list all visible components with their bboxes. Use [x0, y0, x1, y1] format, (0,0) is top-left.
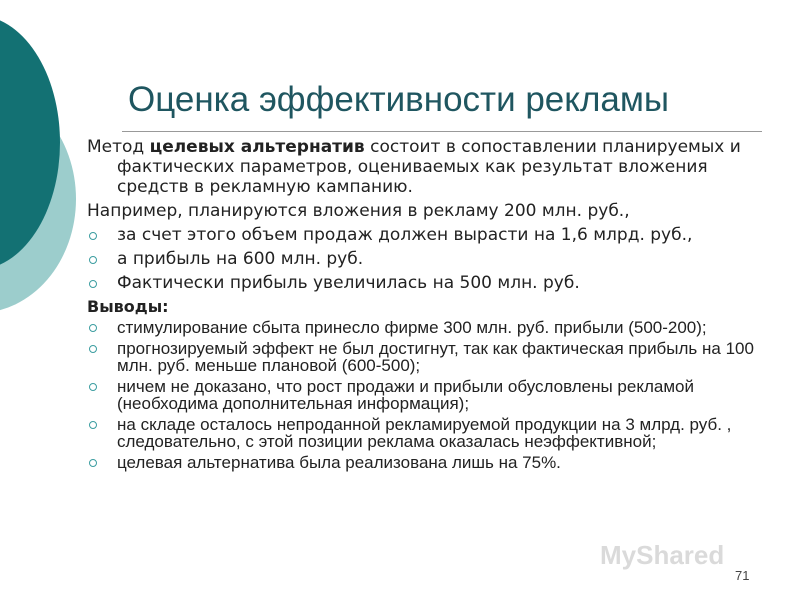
example-bullet-text: за счет этого объем продаж должен вырасти на 1,6 млрд. руб., [117, 225, 693, 245]
example-bullet [87, 249, 777, 269]
bullet-icon [89, 345, 97, 353]
conclusions-heading: Выводы: [87, 297, 169, 316]
bullet-icon [89, 256, 97, 264]
slide-body [87, 137, 777, 475]
method-intro-prefix: Метод [87, 137, 145, 157]
conclusion-text: целевая альтернатива была реализована лишь на 75%. [117, 453, 561, 472]
example-bullet-text: Фактически прибыль увеличилась на 500 млн. руб. [117, 273, 580, 293]
bullet-icon [89, 232, 97, 240]
slide-number: 71 [735, 568, 750, 583]
conclusion-bullet [87, 378, 777, 412]
example-bullet [87, 225, 777, 245]
conclusion-text: на складе осталось непроданной рекламируемой продукции на 3 млрд. руб. , следовательно, с этой позиции реклама оказалась неэффективной; [117, 415, 732, 451]
myshared-watermark: MyShared [600, 540, 725, 570]
bullet-icon [89, 459, 97, 467]
bullet-icon [89, 324, 97, 332]
conclusion-text: стимулирование сбыта принесло фирме 300 млн. руб. прибыли (500-200); [117, 318, 707, 337]
conclusion-bullet [87, 416, 777, 450]
example-intro: Например, планируются вложения в рекламу 200 млн. руб., [87, 201, 630, 221]
method-intro-rest: состоит в сопоставлении планируемых и фактических параметров, оцениваемых как результат вложения средств в рекламную кампанию. [117, 137, 741, 197]
bullet-icon [89, 383, 97, 391]
method-intro-term: целевых альтернатив [149, 137, 365, 157]
example-bullet [87, 273, 777, 293]
conclusion-bullet [87, 340, 777, 374]
bullet-icon [89, 280, 97, 288]
conclusion-bullet [87, 319, 777, 336]
method-intro [87, 137, 777, 197]
bullet-icon [89, 421, 97, 429]
slide-title: Оценка эффективности рекламы [128, 80, 670, 119]
conclusion-bullet [87, 454, 777, 471]
example-bullet-text: а прибыль на 600 млн. руб. [117, 249, 364, 269]
conclusion-text: прогнозируемый эффект не был достигнут, так как фактическая прибыль на 100 млн. руб. меньше плановой (600-500); [117, 339, 754, 375]
title-divider [122, 131, 762, 132]
conclusion-text: ничем не доказано, что рост продажи и прибыли обусловлены рекламой (необходима дополнительная информация); [117, 377, 694, 413]
